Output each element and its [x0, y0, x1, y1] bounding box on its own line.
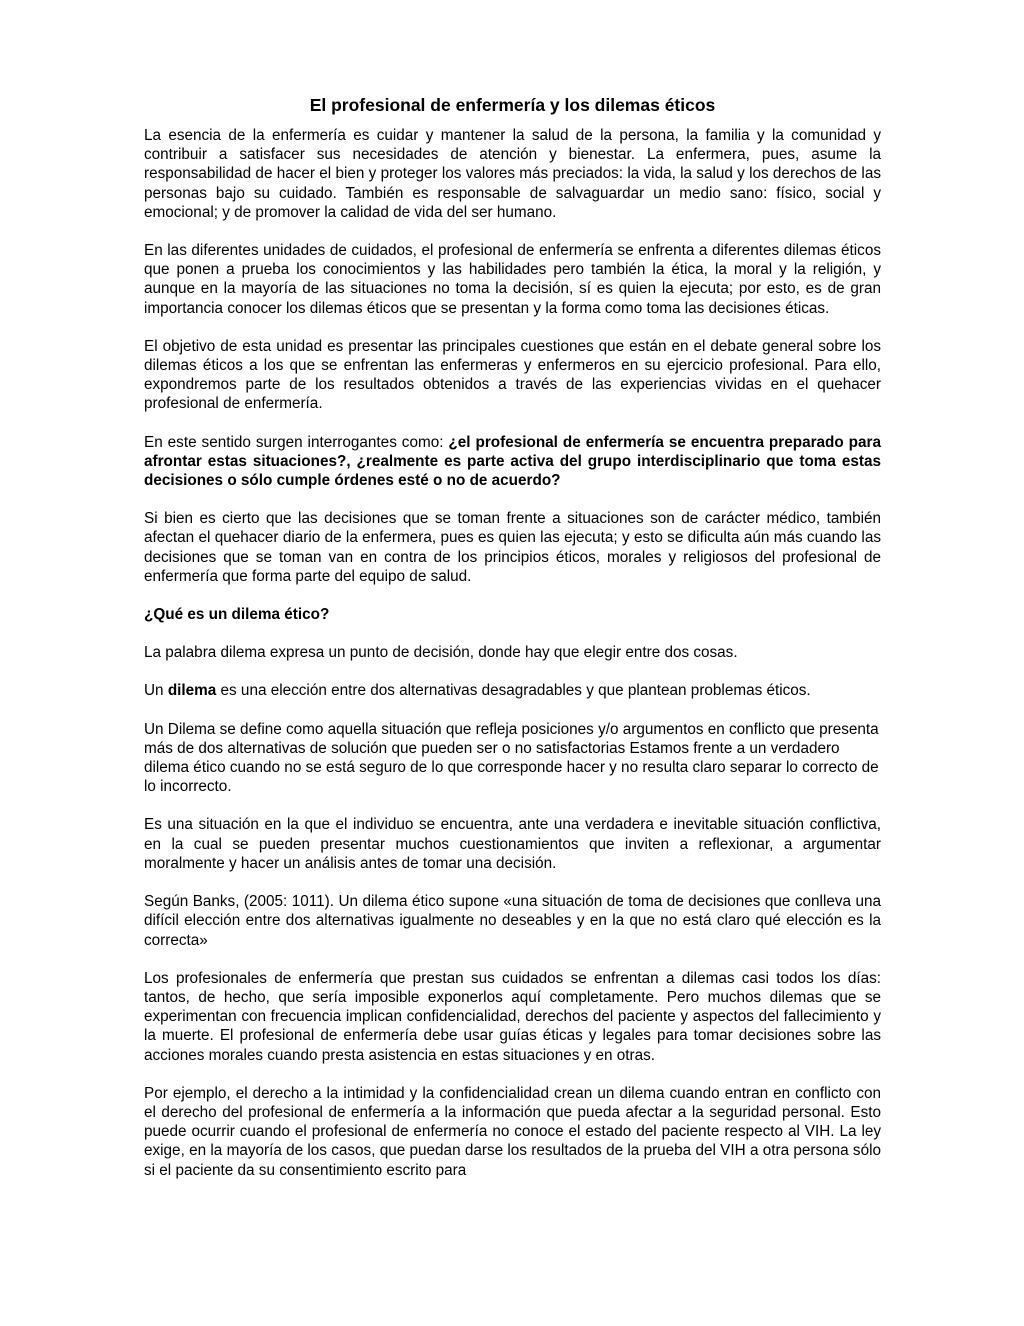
paragraph-9: Es una situación en la que el individuo se encuentra, ante una verdadera e inevitable situación conflictiva, en la cual se pueden presentar muchos cuestionamientos que inviten a reflexionar, a argumentar moralmente y hacer un análisis antes de tomar una decisión.	[144, 816, 881, 872]
document-title: El profesional de enfermería y los dilemas éticos	[309, 95, 716, 115]
paragraph-8: Un Dilema se define como aquella situación que refleja posiciones y/o argumentos en conflicto que presenta más de dos alternativas de solución que pueden ser o no satisfactorias Estamos frente a un verdadero dilema ético cuando no se está seguro de lo que corresponde hacer y no resulta claro separar lo correcto de lo incorrecto.	[144, 720, 879, 796]
paragraph-7-lead: Un	[144, 682, 168, 700]
paragraph-7-term: dilema	[167, 682, 217, 700]
paragraph-12: Por ejemplo, el derecho a la intimidad y la confidencialidad crean un dilema cuando entran en conflicto con el derecho del profesional de enfermería a la información que pueda afectar a la seguridad personal. Esto puede ocurrir cuando el profesional de enfermería no conoce el estado del paciente respecto al VIH. La ley exige, en la mayoría de los casos, que puedan darse los resultados de la prueba del VIH a otra persona sólo si el paciente da su consentimiento escrito para	[144, 1084, 881, 1179]
paragraph-5: Si bien es cierto que las decisiones que se toman frente a situaciones son de carácter médico, también afectan el quehacer diario de la enfermera, pues es quien las ejecuta; y esto se dificulta aún más cuando las decisiones que se toman van en contra de los principios éticos, morales y religiosos del profesional de enfermería que forma parte del equipo de salud.	[144, 510, 881, 585]
paragraph-6: La palabra dilema expresa un punto de decisión, donde hay que elegir entre dos cosas.	[144, 644, 738, 662]
paragraph-11: Los profesionales de enfermería que prestan sus cuidados se enfrentan a dilemas casi todos los días: tantos, de hecho, que sería imposible exponerlos aquí completamente. Pero muchos dilemas que se experimentan con frecuencia implican confidencialidad, derechos del paciente y aspectos del fallecimiento y la muerte. El profesional de enfermería debe usar guías éticas y legales para tomar decisiones sobre las acciones morales cuando presta asistencia en estas situaciones y en otras.	[144, 969, 881, 1064]
paragraph-1: La esencia de la enfermería es cuidar y mantener la salud de la persona, la familia y la comunidad y contribuir a satisfacer sus necesidades de atención y bienestar. La enfermera, pues, asume la responsabilidad de hacer el bien y proteger los valores más preciados: la vida, la salud y los derechos de las personas bajo su cuidado. También es responsable de salvaguardar un medio sano: físico, social y emocional; y de promover la calidad de vida del ser humano.	[144, 127, 881, 221]
paragraph-7	[144, 681, 881, 700]
paragraph-4-questions: ¿el profesional de enfermería se encuentra preparado para afrontar estas situaciones?, ¿realmente es parte activa del grupo interdisciplinario que toma estas decisiones o sólo cumple órdenes esté o no de acuerdo?	[144, 433, 881, 490]
paragraph-3: El objetivo de esta unidad es presentar las principales cuestiones que están en el debate general sobre los dilemas éticos a los que se enfrentan las enfermeras y enfermeros en su ejercicio profesional. Para ello, expondremos parte de los resultados obtenidos a través de las experiencias vividas en el quehacer profesional de enfermería.	[144, 337, 881, 413]
paragraph-4-lead: En este sentido surgen interrogantes como:	[144, 433, 449, 451]
paragraph-4	[144, 433, 881, 491]
paragraph-2: En las diferentes unidades de cuidados, el profesional de enfermería se enfrenta a diferentes dilemas éticos que ponen a prueba los conocimientos y las habilidades pero también la ética, la moral y la religión, y aunque en la mayoría de las situaciones no toma la decisión, sí es quien la ejecuta; por esto, es de gran importancia conocer los dilemas éticos que se presentan y la forma como toma las decisiones éticas.	[144, 242, 881, 317]
paragraph-10: Según Banks, (2005: 1011). Un dilema ético supone «una situación de toma de decisiones que conlleva una difícil elección entre dos alternativas igualmente no deseables y en la que no está claro qué elección es la correcta»	[144, 893, 881, 949]
section-heading: ¿Qué es un dilema ético?	[144, 606, 330, 624]
document-page	[144, 93, 881, 1180]
paragraph-7-rest: es una elección entre dos alternativas desagradables y que plantean problemas éticos.	[216, 682, 811, 700]
